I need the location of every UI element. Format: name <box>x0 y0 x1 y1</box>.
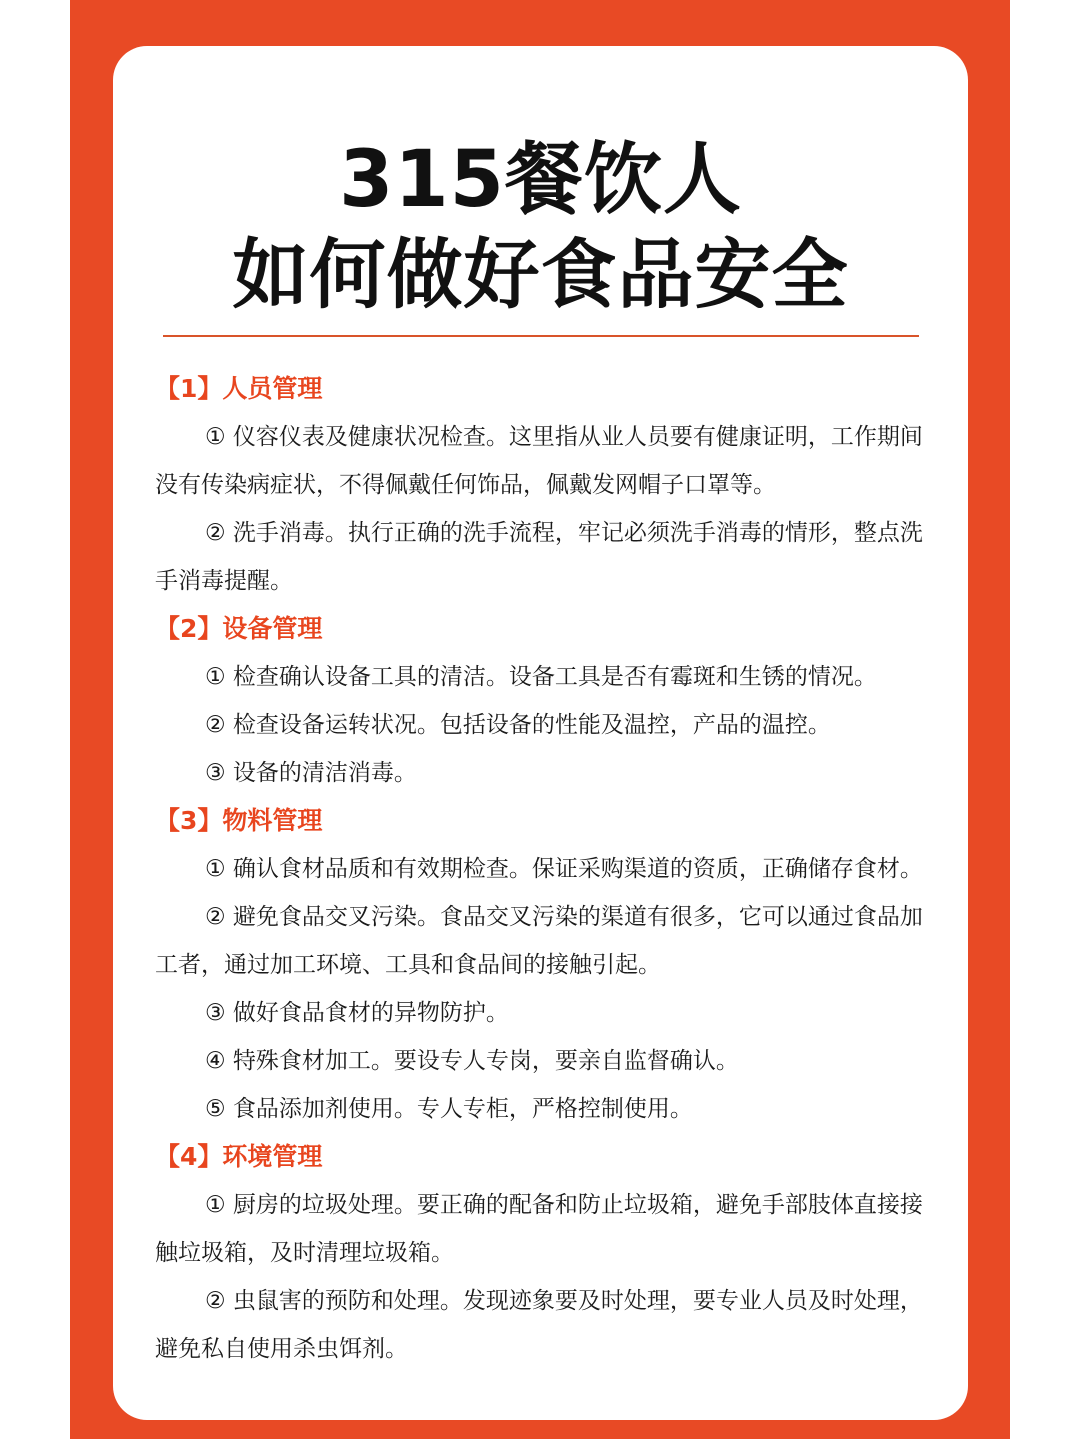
list-item: ② 检查设备运转状况。包括设备的性能及温控，产品的温控。 <box>205 712 831 738</box>
title-line-1: 315餐饮人 <box>339 135 742 225</box>
list-item: ② 避免食品交叉污染。食品交叉污染的渠道有很多，它可以通过食品加工者，通过加工环境、工具和食品间的接触引起。 <box>155 904 923 978</box>
title-line-2: 如何做好食品安全 <box>232 230 849 319</box>
section-environment <box>155 1133 933 1373</box>
list-item: ③ 做好食品食材的异物防护。 <box>205 1000 509 1026</box>
list-item: ③ 设备的清洁消毒。 <box>205 760 417 786</box>
list-item: ① 仪容仪表及健康状况检查。这里指从业人员要有健康证明，工作期间没有传染病症状，不得佩戴任何饰品，佩戴发网帽子口罩等。 <box>155 424 923 498</box>
section-heading: 【3】物料管理 <box>155 806 323 835</box>
section-heading: 【1】人员管理 <box>155 374 323 403</box>
section-materials <box>155 797 933 1133</box>
list-item: ① 确认食材品质和有效期检查。保证采购渠道的资质，正确储存食材。 <box>205 856 923 882</box>
title-divider <box>163 335 919 337</box>
article-body <box>155 365 933 1373</box>
list-item: ② 虫鼠害的预防和处理。发现迹象要及时处理，要专业人员及时处理，避免私自使用杀虫饵剂。 <box>155 1288 923 1362</box>
content-card <box>113 46 968 1420</box>
section-personnel <box>155 365 933 605</box>
section-heading: 【4】环境管理 <box>155 1142 323 1171</box>
list-item: ② 洗手消毒。执行正确的洗手流程，牢记必须洗手消毒的情形，整点洗手消毒提醒。 <box>155 520 923 594</box>
section-equipment <box>155 605 933 797</box>
section-heading: 【2】设备管理 <box>155 614 323 643</box>
list-item: ④ 特殊食材加工。要设专人专岗，要亲自监督确认。 <box>205 1048 739 1074</box>
list-item: ① 厨房的垃圾处理。要正确的配备和防止垃圾箱，避免手部肢体直接接触垃圾箱，及时清理垃圾箱。 <box>155 1192 923 1266</box>
list-item: ⑤ 食品添加剂使用。专人专柜，严格控制使用。 <box>205 1096 693 1122</box>
list-item: ① 检查确认设备工具的清洁。设备工具是否有霉斑和生锈的情况。 <box>205 664 877 690</box>
